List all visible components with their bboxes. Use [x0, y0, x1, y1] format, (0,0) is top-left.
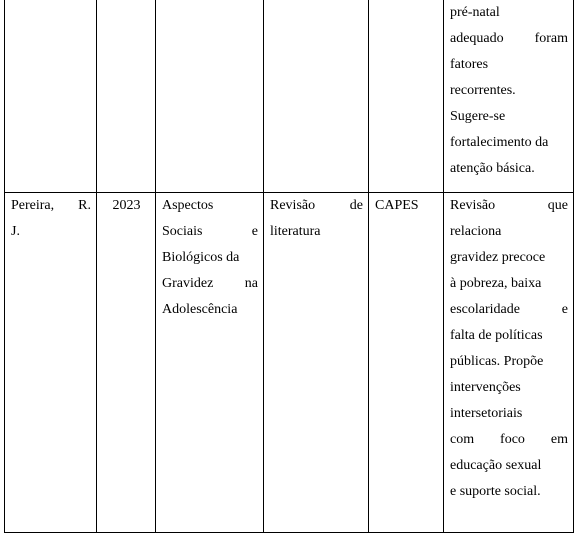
literature-review-table	[4, 0, 574, 533]
author-cell	[5, 0, 97, 193]
title-line: Biológicos da	[162, 250, 240, 265]
year-cell	[97, 0, 156, 193]
results-line: falta de políticas	[450, 328, 543, 343]
results-line: intersetoriais	[450, 406, 523, 421]
table-row	[5, 193, 574, 533]
title-line: Adolescência	[162, 302, 238, 317]
results-line: pré-natal	[450, 5, 500, 20]
results-line: fatores	[450, 57, 489, 72]
results-line: Revisão que	[450, 198, 568, 213]
results-line: adequado foram	[450, 31, 568, 46]
study-type-line: literatura	[270, 224, 321, 239]
results-cell	[444, 193, 574, 533]
database-cell	[369, 193, 444, 533]
title-line: Sociais e	[162, 224, 258, 239]
results-line: à pobreza, baixa	[450, 276, 542, 291]
study-type-line: Revisão de	[270, 198, 363, 213]
results-line: gravidez precoce	[450, 250, 546, 265]
year-cell	[97, 193, 156, 533]
results-line: com foco em	[450, 432, 568, 447]
database-cell	[369, 0, 444, 193]
study-type-cell	[264, 0, 369, 193]
results-line: educação sexual	[450, 458, 542, 473]
year-value: 2023	[112, 198, 141, 213]
results-cell	[444, 0, 574, 193]
results-line: públicas. Propõe	[450, 354, 544, 369]
results-line: Sugere-se	[450, 109, 506, 124]
results-line: escolaridade e	[450, 302, 568, 317]
results-line: atenção básica.	[450, 161, 535, 176]
author-line: J.	[11, 224, 20, 239]
author-line: Pereira, R.	[11, 198, 91, 213]
author-cell	[5, 193, 97, 533]
table-row	[5, 0, 574, 193]
results-line: e suporte social.	[450, 484, 541, 499]
database-value: CAPES	[375, 198, 419, 213]
results-line: fortalecimento da	[450, 135, 549, 150]
title-cell	[156, 0, 264, 193]
results-line: recorrentes.	[450, 83, 516, 98]
title-line: Aspectos	[162, 198, 214, 213]
results-line: relaciona	[450, 224, 502, 239]
title-cell	[156, 193, 264, 533]
results-line: intervenções	[450, 380, 521, 395]
study-type-cell	[264, 193, 369, 533]
title-line: Gravidez na	[162, 276, 258, 291]
